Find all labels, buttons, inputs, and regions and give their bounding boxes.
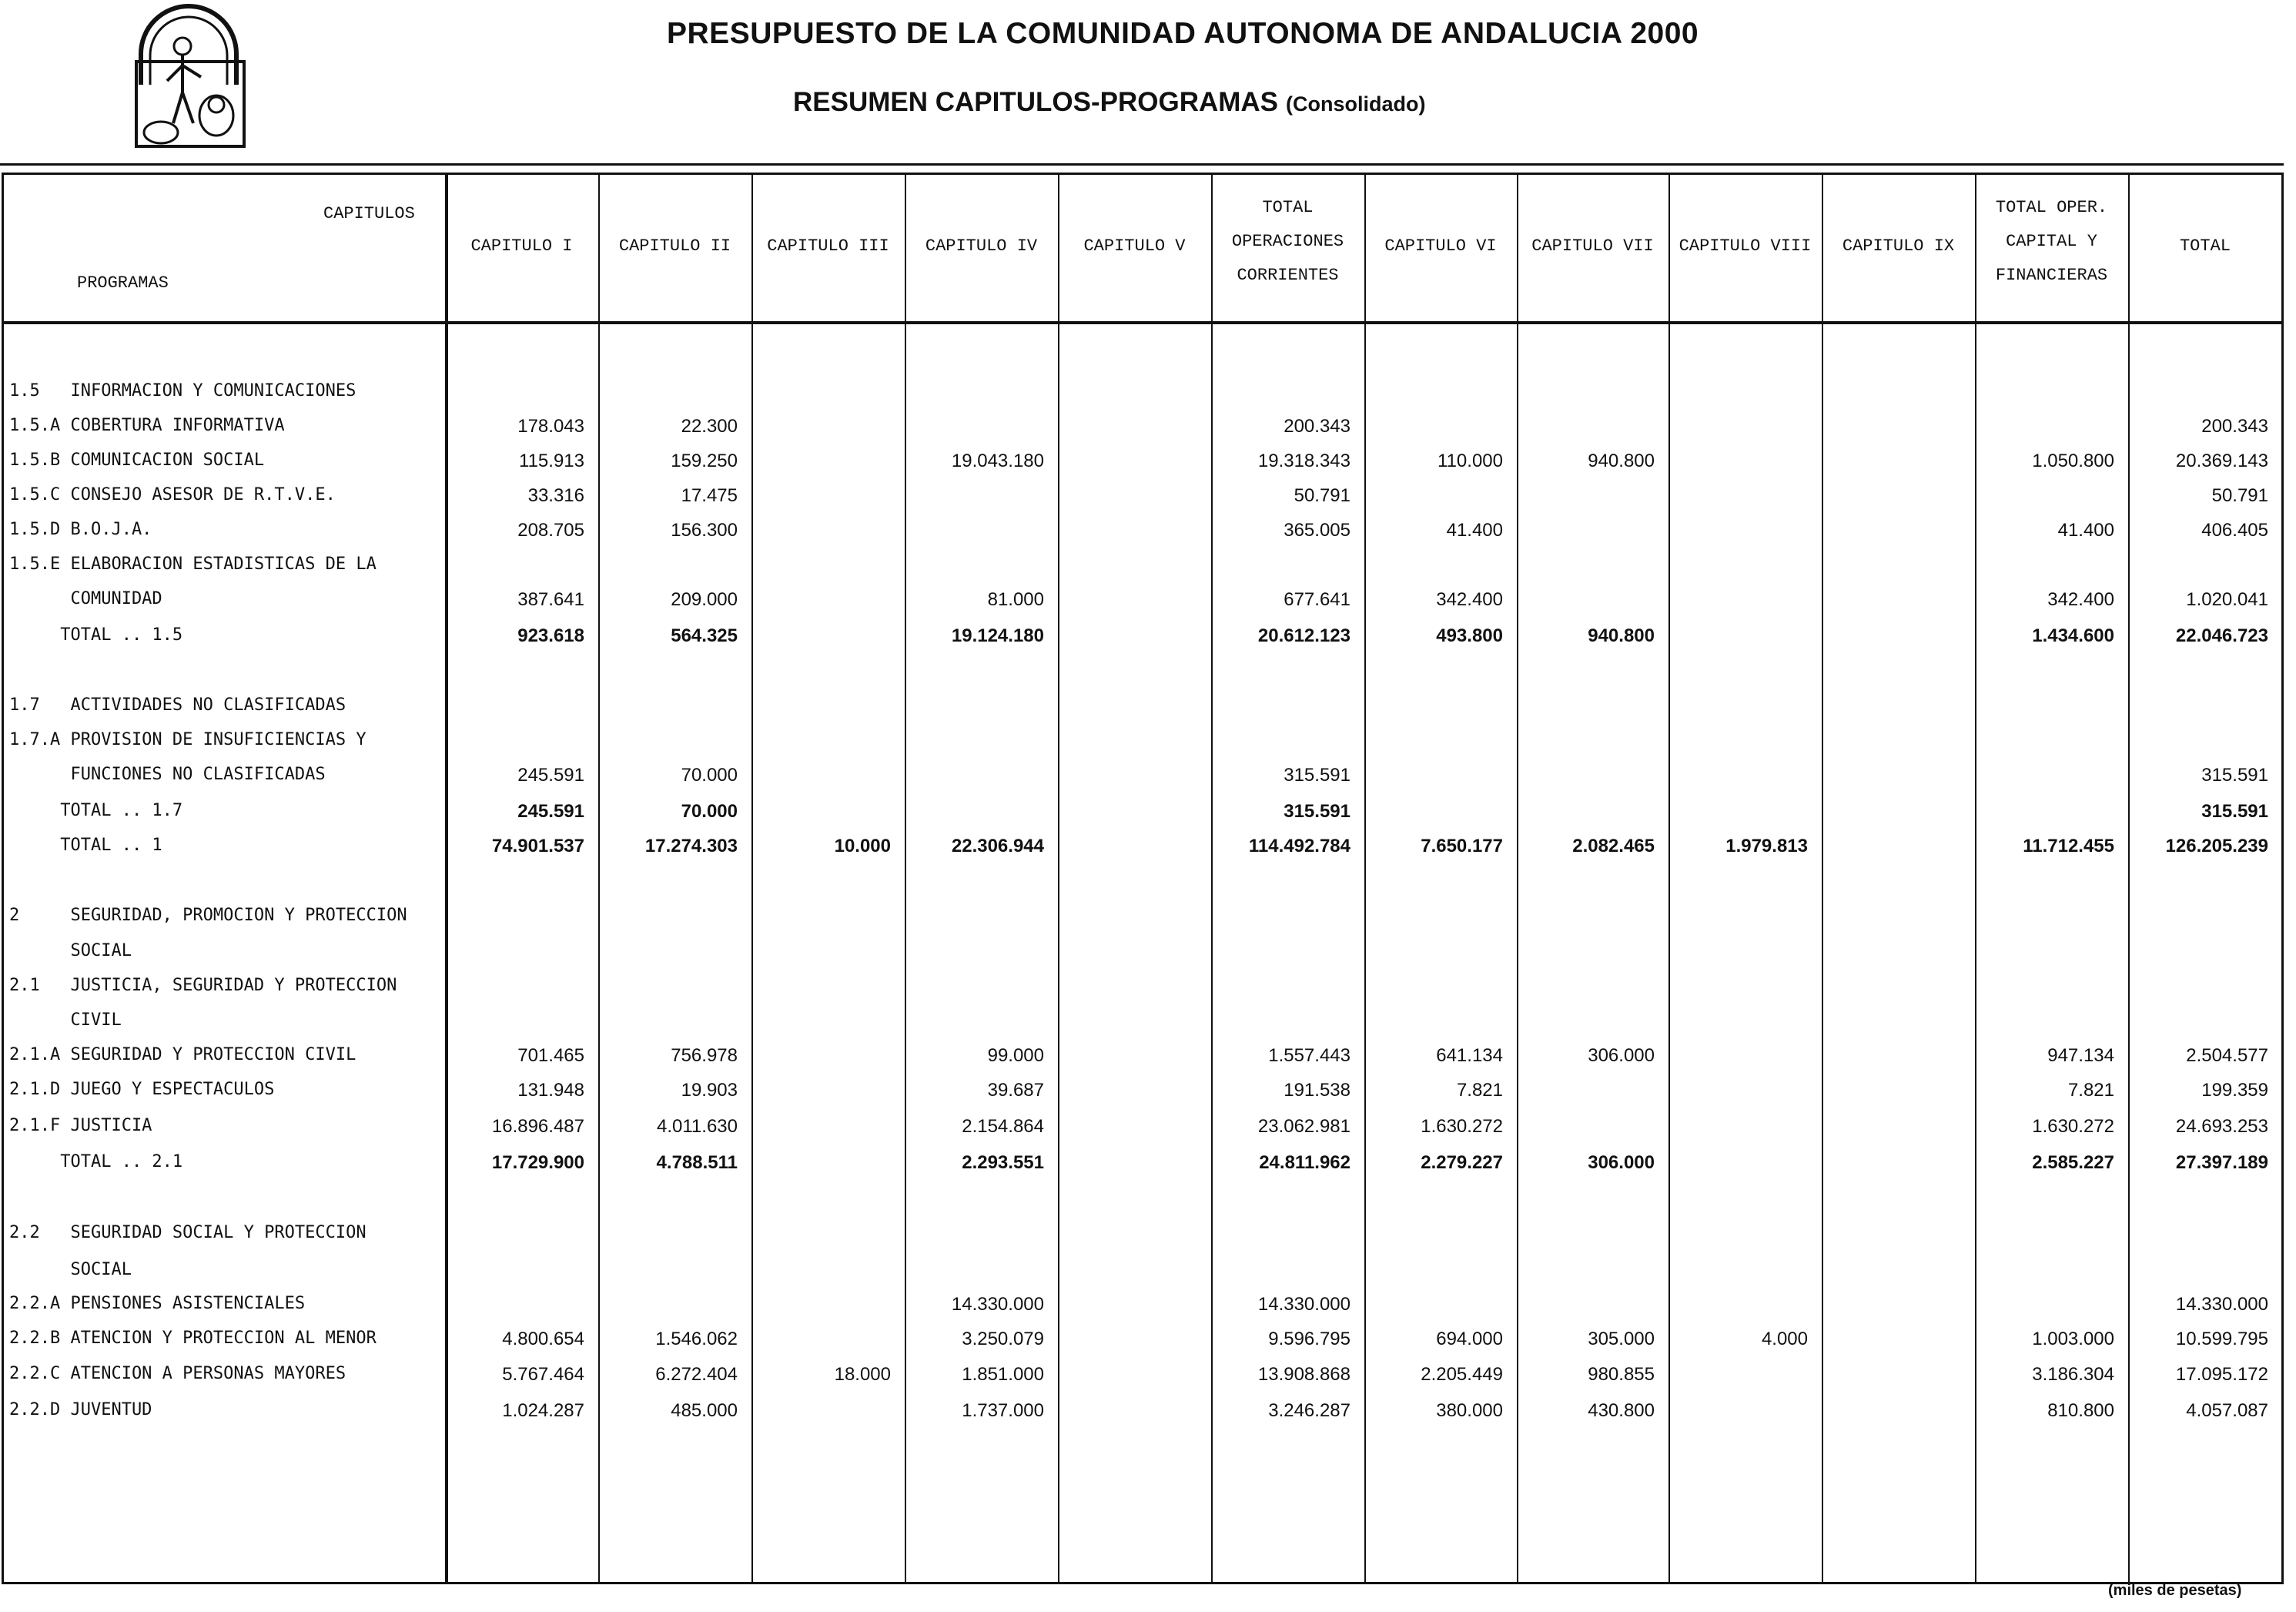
table-cell: 156.300 bbox=[671, 520, 738, 541]
table-cell: 1.024.287 bbox=[502, 1400, 584, 1421]
row-label: FUNCIONES NO CLASIFICADAS bbox=[9, 765, 326, 784]
table-cell: 305.000 bbox=[1588, 1329, 1655, 1349]
table-cell: 7.650.177 bbox=[1421, 836, 1503, 856]
row-label: 1.5.A COBERTURA INFORMATIVA bbox=[9, 416, 285, 435]
table-cell: 810.800 bbox=[2047, 1400, 2114, 1421]
table-cell: 756.978 bbox=[671, 1045, 738, 1066]
table-cell: 20.612.123 bbox=[1257, 625, 1350, 646]
table-cell: 1.737.000 bbox=[962, 1400, 1044, 1421]
table-cell: 4.000 bbox=[1761, 1329, 1808, 1349]
table-cell: 4.788.511 bbox=[656, 1152, 738, 1173]
table-cell: 493.800 bbox=[1436, 625, 1503, 646]
table-cell: 41.400 bbox=[2057, 520, 2114, 541]
row-label: 2.2.B ATENCION Y PROTECCION AL MENOR bbox=[9, 1329, 377, 1348]
row-label: 2.2.A PENSIONES ASISTENCIALES bbox=[9, 1294, 306, 1313]
table-cell: 39.687 bbox=[987, 1080, 1044, 1101]
row-label: 2.1.A SEGURIDAD Y PROTECCION CIVIL bbox=[9, 1045, 356, 1064]
table-cell: 17.274.303 bbox=[644, 836, 738, 856]
row-label: SOCIAL bbox=[9, 941, 132, 960]
table-cell: 342.400 bbox=[2047, 589, 2114, 610]
table-cell: 940.800 bbox=[1588, 625, 1655, 646]
table-cell: 1.434.600 bbox=[2032, 625, 2114, 646]
table-cell: 200.343 bbox=[1284, 416, 1350, 437]
table-cell: 1.050.800 bbox=[2032, 451, 2114, 471]
table-cell: 641.134 bbox=[1436, 1045, 1503, 1066]
table-cell: 20.369.143 bbox=[2175, 451, 2268, 471]
table-cell: 701.465 bbox=[517, 1045, 584, 1066]
column-header: TOTAL OPERACIONES CORRIENTES bbox=[1231, 198, 1344, 285]
table-cell: 940.800 bbox=[1588, 451, 1655, 471]
table-cell: 41.400 bbox=[1446, 520, 1503, 541]
row-label: 2.2.D JUVENTUD bbox=[9, 1400, 152, 1419]
table-cell: 208.705 bbox=[517, 520, 584, 541]
table-cell: 380.000 bbox=[1436, 1400, 1503, 1421]
table-cell: 4.800.654 bbox=[502, 1329, 584, 1349]
table-cell: 50.791 bbox=[1294, 485, 1350, 506]
table-cell: 14.330.000 bbox=[2175, 1294, 2268, 1315]
table-cell: 14.330.000 bbox=[1257, 1294, 1350, 1315]
row-label: TOTAL .. 2.1 bbox=[9, 1152, 183, 1171]
column-divider bbox=[1058, 173, 1059, 1584]
table-cell: 50.791 bbox=[2211, 485, 2268, 506]
row-label: 2 SEGURIDAD, PROMOCION Y PROTECCION bbox=[9, 906, 407, 925]
column-divider bbox=[1668, 173, 1670, 1584]
column-header: TOTAL OPER. CAPITAL Y FINANCIERAS bbox=[1995, 198, 2108, 285]
table-cell: 74.901.537 bbox=[491, 836, 584, 856]
table-cell: 81.000 bbox=[987, 589, 1044, 610]
table-cell: 306.000 bbox=[1588, 1152, 1655, 1173]
table-cell: 18.000 bbox=[834, 1364, 891, 1385]
table-cell: 947.134 bbox=[2047, 1045, 2114, 1066]
table-cell: 115.913 bbox=[519, 451, 584, 471]
document-title: PRESUPUESTO DE LA COMUNIDAD AUTONOMA DE ANDALUCIA 2000 bbox=[667, 17, 1699, 50]
table-cell: 17.729.900 bbox=[491, 1152, 584, 1173]
table-cell: 9.596.795 bbox=[1268, 1329, 1350, 1349]
table-cell: 2.279.227 bbox=[1421, 1152, 1503, 1173]
table-cell: 7.821 bbox=[2067, 1080, 2114, 1101]
table-cell: 23.062.981 bbox=[1257, 1116, 1350, 1137]
row-label: 2.1.D JUEGO Y ESPECTACULOS bbox=[9, 1080, 275, 1099]
table-cell: 3.246.287 bbox=[1268, 1400, 1350, 1421]
subtitle-note: (Consolidado) bbox=[1286, 92, 1426, 116]
table-cell: 199.359 bbox=[2201, 1080, 2268, 1101]
column-header: CAPITULO V bbox=[1083, 236, 1186, 256]
table-cell: 694.000 bbox=[1436, 1329, 1503, 1349]
table-cell: 22.306.944 bbox=[951, 836, 1044, 856]
table-cell: 406.405 bbox=[2201, 520, 2268, 541]
table-cell: 485.000 bbox=[671, 1400, 738, 1421]
row-label: 2.2.C ATENCION A PERSONAS MAYORES bbox=[9, 1364, 346, 1383]
table-cell: 2.082.465 bbox=[1572, 836, 1655, 856]
column-header: TOTAL bbox=[2179, 236, 2231, 256]
table-cell: 4.011.630 bbox=[657, 1116, 738, 1137]
table-cell: 99.000 bbox=[987, 1045, 1044, 1066]
table-cell: 191.538 bbox=[1284, 1080, 1350, 1101]
table-cell: 70.000 bbox=[681, 765, 738, 786]
row-label: 1.5.E ELABORACION ESTADISTICAS DE LA bbox=[9, 555, 377, 574]
column-header: CAPITULO I bbox=[470, 236, 573, 256]
table-cell: 22.300 bbox=[681, 416, 738, 437]
table-cell: 14.330.000 bbox=[951, 1294, 1044, 1315]
row-label: TOTAL .. 1.7 bbox=[9, 801, 183, 820]
table-cell: 342.400 bbox=[1436, 589, 1503, 610]
table-cell: 22.046.723 bbox=[2175, 625, 2268, 646]
row-label: 2.1.F JUSTICIA bbox=[9, 1116, 152, 1135]
table-cell: 3.186.304 bbox=[2032, 1364, 2114, 1385]
row-label: 1.7.A PROVISION DE INSUFICIENCIAS Y bbox=[9, 730, 366, 749]
table-cell: 2.154.864 bbox=[962, 1116, 1044, 1137]
units-note: (miles de pesetas) bbox=[2108, 1582, 2242, 1599]
table-cell: 1.979.813 bbox=[1725, 836, 1808, 856]
table-cell: 1.020.041 bbox=[2186, 589, 2268, 610]
row-label: TOTAL .. 1 bbox=[9, 836, 162, 855]
column-header: CAPITULO IX bbox=[1842, 236, 1955, 256]
column-header: CAPITULO VI bbox=[1384, 236, 1497, 256]
table-cell: 245.591 bbox=[517, 765, 584, 786]
table-cell: 159.250 bbox=[671, 451, 738, 471]
table-cell: 315.591 bbox=[2201, 801, 2268, 822]
row-label: 1.5.D B.O.J.A. bbox=[9, 520, 152, 539]
table-cell: 315.591 bbox=[1284, 765, 1350, 786]
table-cell: 70.000 bbox=[681, 801, 738, 822]
table-cell: 16.896.487 bbox=[491, 1116, 584, 1137]
table-cell: 27.397.189 bbox=[2175, 1152, 2268, 1173]
table-cell: 1.630.272 bbox=[1421, 1116, 1503, 1137]
table-cell: 10.000 bbox=[834, 836, 891, 856]
column-header: CAPITULO VII bbox=[1531, 236, 1654, 256]
row-label: TOTAL .. 1.5 bbox=[9, 625, 183, 645]
table-cell: 2.293.551 bbox=[962, 1152, 1044, 1173]
table-cell: 19.903 bbox=[681, 1080, 738, 1101]
table-cell: 24.693.253 bbox=[2175, 1116, 2268, 1137]
table-cell: 1.557.443 bbox=[1268, 1045, 1350, 1066]
corner-header-programas: PROGRAMAS bbox=[77, 273, 169, 293]
table-cell: 365.005 bbox=[1284, 520, 1350, 541]
row-label: 1.7 ACTIVIDADES NO CLASIFICADAS bbox=[9, 695, 346, 715]
table-cell: 33.316 bbox=[527, 485, 584, 506]
column-header: CAPITULO VIII bbox=[1678, 236, 1812, 256]
column-header: CAPITULO II bbox=[618, 236, 731, 256]
table-cell: 10.599.795 bbox=[2175, 1329, 2268, 1349]
table-cell: 114.492.784 bbox=[1248, 836, 1350, 856]
row-label: 2.2 SEGURIDAD SOCIAL Y PROTECCION bbox=[9, 1223, 366, 1242]
document-subtitle bbox=[793, 87, 1426, 118]
table-cell: 315.591 bbox=[2201, 765, 2268, 786]
table-cell: 3.250.079 bbox=[962, 1329, 1044, 1349]
corner-header-capitulos: CAPITULOS bbox=[323, 204, 415, 223]
table-cell: 17.095.172 bbox=[2175, 1364, 2268, 1385]
table-cell: 126.205.239 bbox=[2165, 836, 2268, 856]
row-label: COMUNIDAD bbox=[9, 589, 162, 608]
table-cell: 17.475 bbox=[681, 485, 738, 506]
table-cell: 564.325 bbox=[671, 625, 738, 646]
table-cell: 7.821 bbox=[1456, 1080, 1503, 1101]
table-cell: 200.343 bbox=[2201, 416, 2268, 437]
row-label: CIVIL bbox=[9, 1010, 122, 1030]
table-cell: 2.585.227 bbox=[2032, 1152, 2114, 1173]
table-cell: 430.800 bbox=[1588, 1400, 1655, 1421]
table-cell: 11.712.455 bbox=[2023, 836, 2114, 856]
table-cell: 209.000 bbox=[671, 589, 738, 610]
table-cell: 19.318.343 bbox=[1257, 451, 1350, 471]
table-cell: 19.124.180 bbox=[951, 625, 1044, 646]
table-cell: 2.205.449 bbox=[1421, 1364, 1503, 1385]
subtitle-text: RESUMEN CAPITULOS-PROGRAMAS bbox=[793, 87, 1279, 117]
table-cell: 19.043.180 bbox=[951, 451, 1044, 471]
table-cell: 4.057.087 bbox=[2186, 1400, 2268, 1421]
table-cell: 1.003.000 bbox=[2032, 1329, 2114, 1349]
header-rule bbox=[2, 321, 2284, 324]
column-header: CAPITULO IV bbox=[925, 236, 1038, 256]
table-cell: 1.630.272 bbox=[2032, 1116, 2114, 1137]
row-label: SOCIAL bbox=[9, 1260, 132, 1279]
table-cell: 110.000 bbox=[1438, 451, 1503, 471]
row-label: 1.5.C CONSEJO ASESOR DE R.T.V.E. bbox=[9, 485, 336, 504]
table-cell: 178.043 bbox=[517, 416, 584, 437]
row-label: 1.5 INFORMACION Y COMUNICACIONES bbox=[9, 381, 356, 400]
table-cell: 6.272.404 bbox=[655, 1364, 738, 1385]
row-label: 1.5.B COMUNICACION SOCIAL bbox=[9, 451, 265, 470]
table-cell: 5.767.464 bbox=[502, 1364, 584, 1385]
column-divider bbox=[1822, 173, 1823, 1584]
table-cell: 13.908.868 bbox=[1257, 1364, 1350, 1385]
table-cell: 1.851.000 bbox=[962, 1364, 1044, 1385]
table-cell: 245.591 bbox=[517, 801, 584, 822]
andalucia-emblem-logo bbox=[126, 0, 256, 150]
column-header: CAPITULO III bbox=[767, 236, 889, 256]
top-rule bbox=[0, 163, 2284, 166]
table-cell: 24.811.962 bbox=[1259, 1152, 1350, 1173]
table-cell: 315.591 bbox=[1284, 801, 1350, 822]
row-label: 2.1 JUSTICIA, SEGURIDAD Y PROTECCION bbox=[9, 976, 397, 995]
table-cell: 306.000 bbox=[1588, 1045, 1655, 1066]
table-cell: 387.641 bbox=[517, 589, 584, 610]
table-cell: 923.618 bbox=[517, 625, 584, 646]
table-cell: 677.641 bbox=[1284, 589, 1350, 610]
table-cell: 131.948 bbox=[517, 1080, 584, 1101]
table-cell: 980.855 bbox=[1588, 1364, 1655, 1385]
table-cell: 1.546.062 bbox=[655, 1329, 738, 1349]
table-cell: 2.504.577 bbox=[2186, 1045, 2268, 1066]
